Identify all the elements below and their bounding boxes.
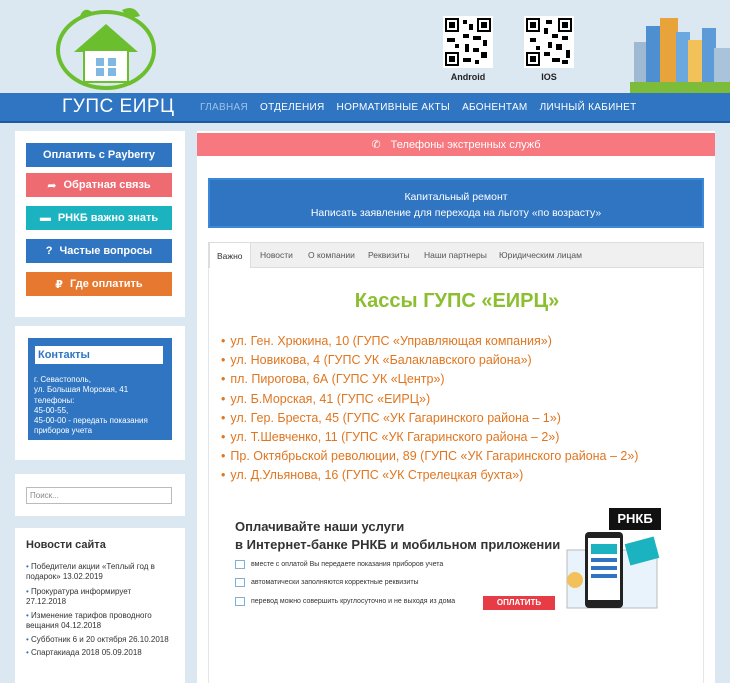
contacts-title: Контакты [35,346,163,364]
news-item[interactable]: • Изменение тарифов проводного вещания 04.12.2018 [26,611,152,630]
news-item[interactable]: • Победители акции «Теплый год в подарок» 13.02.2019 [26,562,155,581]
tab-about[interactable]: О компании [308,250,355,260]
capital-repair-link[interactable]: Написать заявление для перехода на льготу «по возрасту» [310,207,602,219]
contacts-line: 45-00-00 - передать показания [34,416,148,426]
search-input[interactable]: Поиск... [26,487,172,504]
payberry-button-label: Оплатить с Payberry [43,149,155,161]
faq-button-label: Частые вопросы [59,245,153,257]
news-item-text[interactable]: Изменение тарифов проводного вещания [26,611,152,630]
kassy-title: Кассы ГУПС «ЕИРЦ» [354,290,560,312]
site-header [0,0,730,93]
nav-item-normative-acts[interactable]: НОРМАТИВНЫЕ АКТЫ [336,102,451,113]
content-tabs [208,242,704,268]
list-item: • ул. Б.Морская, 41 (ГУПС «ЕИРЦ») [221,390,638,409]
where-to-pay-button-label: Где оплатить [69,278,143,290]
nav-menu [200,102,648,113]
nav-item-subscribers[interactable]: АБОНЕНТАМ [462,102,528,113]
banner-feature [235,560,443,569]
house-logo-icon[interactable] [52,2,160,92]
contacts-line: телефоны: [34,395,75,405]
question-icon: ? [45,245,53,257]
payberry-button[interactable] [26,143,172,167]
phone-illustration-icon [565,530,665,612]
news-title: Новости сайта [26,539,106,551]
contacts-line: 45-00-55, [34,405,69,415]
list-item: • пл. Пирогова, 6А (ГУПС УК «Центр») [221,370,638,389]
kassy-list [221,332,638,486]
rnkb-logo: РНКБ [609,508,661,530]
rnkb-info-button[interactable] [26,206,172,230]
nav-item-main[interactable]: ГЛАВНАЯ [200,102,248,113]
contacts-box [28,338,172,440]
share-arrow-icon: ➦ [47,179,57,192]
rnkb-info-button-label: РНКБ важно знать [57,212,159,224]
list-item: • ул. Д.Ульянова, 16 (ГУПС «УК Стрелецкая бухта») [221,466,638,485]
city-buildings-illustration [630,12,730,93]
capital-repair-banner[interactable] [208,178,704,228]
contacts-line: приборов учета [34,426,93,436]
capital-repair-title: Капитальный ремонт [404,191,508,203]
banner-feature-text: вместе с оплатой Вы передаете показания приборов учета [251,561,444,568]
news-item-text[interactable]: Субботник 6 и 20 октября [31,635,127,644]
list-item: • ул. Новикова, 4 (ГУПС УК «Балаклавского района») [221,351,638,370]
news-item-date: 27.12.2018 [26,597,67,606]
ios-qr-code[interactable] [524,16,574,68]
home-icon [235,597,245,606]
list-item: • ул. Т.Шевченко, 11 (ГУПС «УК Гагаринского района – 2») [221,428,638,447]
feedback-button[interactable] [26,173,172,197]
qr-label-ios: IOS [541,72,557,82]
tab-content [208,268,704,683]
banner-feature-text: автоматически заполняются корректные реквизиты [251,579,419,586]
banner-heading [235,518,560,554]
list-item: • ул. Гер. Бреста, 45 (ГУПС «УК Гагаринского района – 1») [221,409,638,428]
feedback-button-label: Обратная связь [63,179,151,191]
tab-important[interactable]: Важно [209,242,251,268]
banner-feature [235,578,419,587]
news-item-date: 26.10.2018 [128,635,169,644]
nav-item-personal-cabinet[interactable]: ЛИЧНЫЙ КАБИНЕТ [539,102,637,113]
emergency-phones-button[interactable] [197,133,715,156]
news-item[interactable]: • Субботник 6 и 20 октября 26.10.2018 [26,635,169,644]
contacts-line: г. Севастополь, [34,375,91,384]
news-item-text[interactable]: Победители акции «Теплый год в подарок» [26,562,155,581]
news-item[interactable]: • Прокуратура информирует 27.12.2018 [26,587,132,606]
tab-legal-entities[interactable]: Юридическим лицам [499,250,582,260]
meter-icon [235,560,245,569]
ruble-icon: ₽ [55,278,63,291]
contacts-details [34,375,148,437]
contacts-line: ул. Большая Морская, 41 [34,385,129,395]
pay-button[interactable]: ОПЛАТИТЬ [483,596,555,610]
tab-partners[interactable]: Наши партнеры [424,250,487,260]
tab-news[interactable]: Новости [260,250,293,260]
phone-icon: ✆ [371,139,381,151]
tab-requisites[interactable]: Реквизиты [368,250,410,260]
news-item-date: 05.09.2018 [101,648,142,657]
banner-heading-line: Оплачивайте наши услуги [235,519,405,534]
banner-heading-line: в Интернет-банке РНКБ и мобильном приложении [235,537,561,552]
main-navbar [0,93,730,123]
faq-button[interactable] [26,239,172,263]
banner-feature-text: перевод можно совершить круглосуточно и не выходя из дома [251,598,456,605]
form-icon [235,578,245,587]
card-icon: ▬ [39,212,51,224]
news-item-text[interactable]: Спартакиада 2018 [31,648,100,657]
brand-title[interactable]: ГУПС ЕИРЦ [62,96,175,117]
news-item-date: 13.02.2019 [62,572,103,581]
qr-label-android: Android [450,72,486,82]
nav-item-branches[interactable]: ОТДЕЛЕНИЯ [259,102,325,113]
android-qr-code[interactable] [443,16,493,68]
emergency-phones-label: Телефоны экстренных служб [390,138,541,151]
list-item: • ул. Ген. Хрюкина, 10 (ГУПС «Управляющая компания») [221,332,638,351]
banner-feature [235,597,455,606]
news-item-text[interactable]: Прокуратура информирует [31,587,132,596]
rnkb-banner[interactable] [227,504,687,614]
news-item[interactable]: • Спартакиада 2018 05.09.2018 [26,648,142,657]
news-item-date: 04.12.2018 [61,621,102,630]
where-to-pay-button[interactable] [26,272,172,296]
list-item: • Пр. Октябрьской революции, 89 (ГУПС «УК Гагаринского района – 2») [221,447,638,466]
